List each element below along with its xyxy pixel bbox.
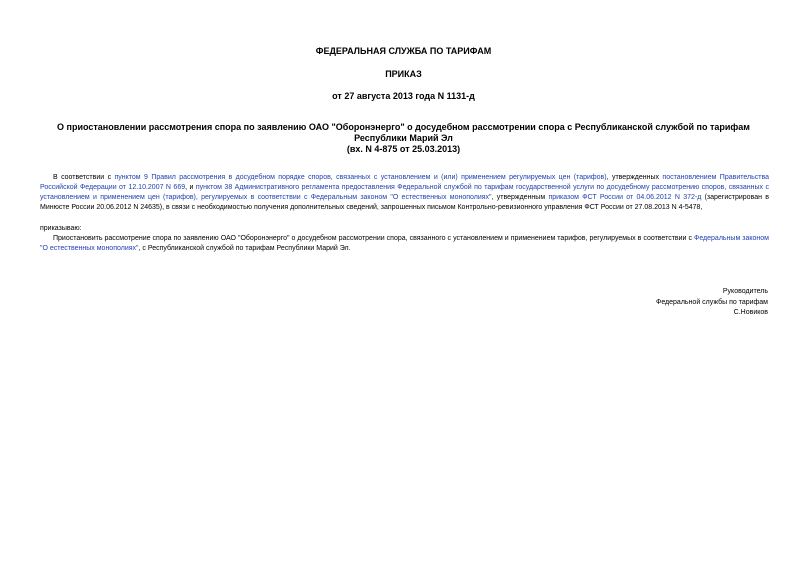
link-fst-order[interactable]: приказом ФСТ России от 04.06.2012 N 372-д <box>548 194 702 201</box>
subject-line-1: О приостановлении рассмотрения спора по заявлению ОАО "Оборонэнерго" о досудебном рассмотрении спора с Республиканской службой по тарифам <box>57 122 750 132</box>
preamble-text-5: (зарегистрирован в Минюсте России 20.06.2012 N 24635), в связи с необходимостью получения дополнительных сведений, запрошенных письмом Контрольно-ревизионного управления ФСТ России от 27.08.2013 N 4-5478, <box>40 194 769 211</box>
signatory-title: Руководитель <box>722 288 768 295</box>
preamble-text-2: , утвержденных <box>606 174 663 181</box>
preamble-text-4: , утвержденным <box>491 194 549 201</box>
link-government-decree[interactable]: постановлением Правительства Российской Федерации от 12.10.2007 N 669 <box>40 174 770 191</box>
document-type: ПРИКАЗ <box>385 69 422 79</box>
preamble-text-1: В соответствии с <box>53 174 115 181</box>
document-subject <box>40 122 767 155</box>
decision-text-2: , с Республиканской службой по тарифам Республики Марий Эл. <box>138 245 351 252</box>
preamble-text-3: , и <box>185 184 196 191</box>
document-date-number: от 27 августа 2013 года N 1131-д <box>332 91 475 101</box>
decision-paragraph <box>40 234 769 254</box>
subject-line-3: (вх. N 4-875 от 25.03.2013) <box>346 144 461 154</box>
signatory-name: С.Новиков <box>733 309 768 316</box>
link-admin-regulation-clause-38[interactable]: пунктом 38 Административного регламента предоставления Федеральной службой по тарифам государственной услуги по досудебному рассмотрению споров, связанных с установлением и применением цен (тарифов), регулируемых в соответствии с Федеральным законом "О естественных монополиях" <box>40 184 769 201</box>
signatory-organization: Федеральной службы по тарифам <box>656 299 768 306</box>
link-rules-clause-9[interactable]: пунктом 9 Правил рассмотрения в досудебном порядке споров, связанных с установлением и (или) применением регулируемых цен (тарифов) <box>114 174 607 181</box>
subject-line-2: Республики Марий Эл <box>354 133 453 143</box>
decision-text-1: Приостановить рассмотрение спора по заявлению ОАО "Оборонэнерго" о досудебном рассмотрении спора, связанного с установлением и применением тарифов, регулируемых в соответствии с <box>53 235 694 242</box>
link-natural-monopolies-law[interactable]: Федеральным законом "О естественных монополиях" <box>40 235 769 252</box>
agency-title: ФЕДЕРАЛЬНАЯ СЛУЖБА ПО ТАРИФАМ <box>315 46 492 56</box>
order-word: приказываю: <box>40 225 82 232</box>
preamble-paragraph <box>40 173 769 213</box>
